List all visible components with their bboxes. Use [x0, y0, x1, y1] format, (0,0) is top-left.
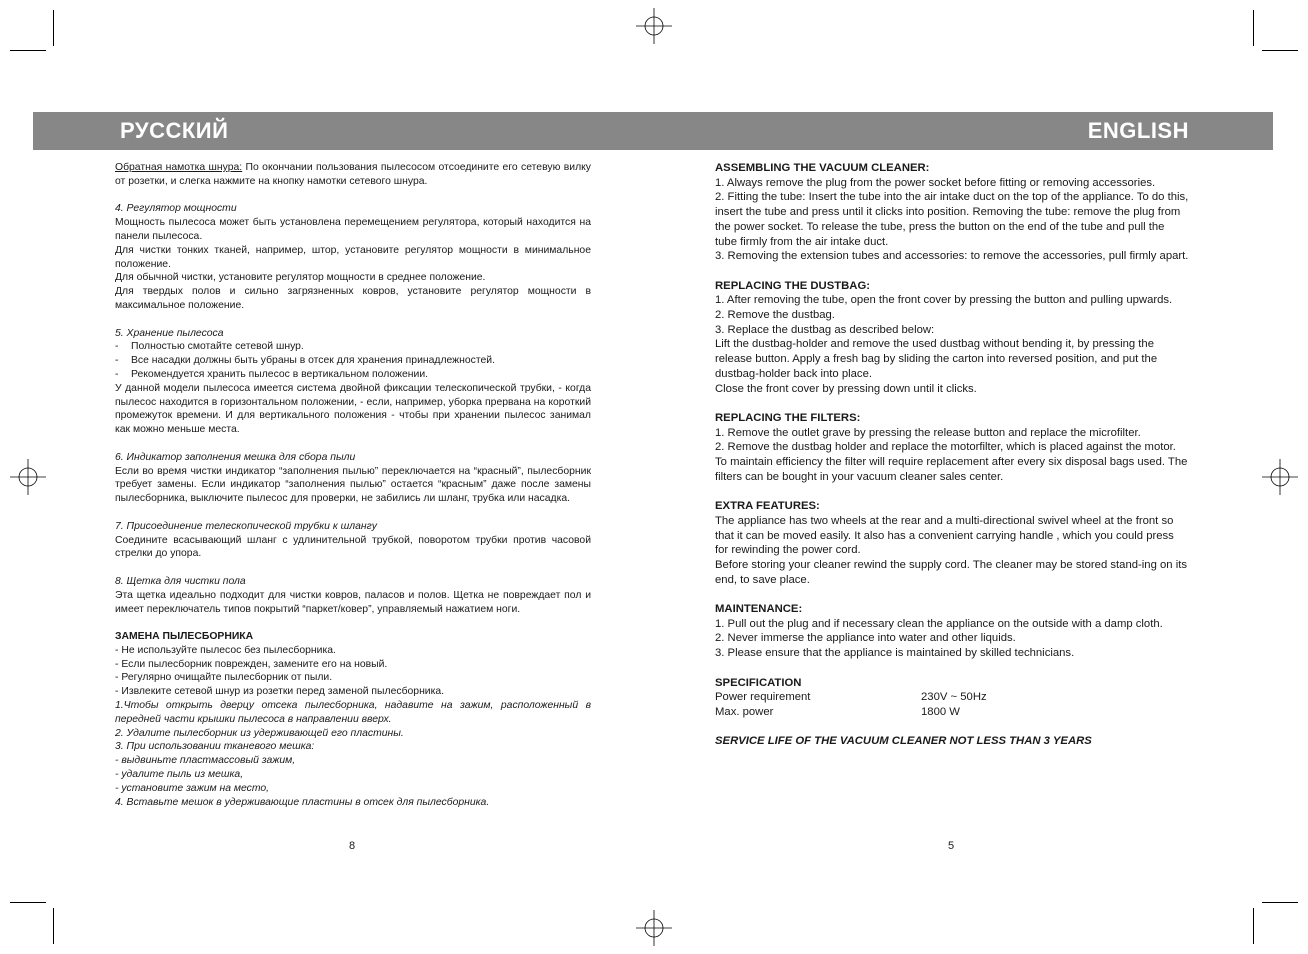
spec-value: 1800 W	[921, 705, 960, 718]
paragraph: Если во время чистки индикатор “заполнения пылью” переключается на “красный”, пылесборник требует замены. Если индикатор “заполнения пылью” остается “красным” даже после замены пылесборника, выключите пылесос для проверки, не забились ли шланг, трубка или насадка.	[115, 465, 591, 505]
spec-label: Max. power	[715, 705, 774, 718]
paragraph: 2. Never immerse the appliance into water and other liquids.	[715, 632, 1016, 645]
paragraph: У данной модели пылесоса имеется система двойной фиксации телескопической трубки, - когда пылесос находится в горизонтальном положении, - если, например, уборка прервана на короткий промежуток времени. И для вертикального положения - чтобы при хранении пылесос занимал как можно меньше места.	[115, 382, 591, 436]
list-item: - Полностью смотайте сетевой шнур.	[115, 341, 304, 353]
paragraph: 3. Replace the dustbag as described below:	[715, 323, 935, 336]
paragraph: 1. After removing the tube, open the front cover by pressing the button and pulling upwards.	[715, 294, 1173, 307]
crop-mark	[1262, 902, 1298, 903]
paragraph: To maintain efficiency the filter will require replacement after every six disposal bags used. The filters can be bought in your vacuum cleaner sales center.	[715, 456, 1188, 483]
page-number: 5	[948, 840, 955, 852]
registration-mark-icon	[636, 8, 672, 44]
paragraph: Соедините всасывающий шланг с удлинительной трубкой, поворотом трубки против часовой стрелки до упора.	[115, 534, 591, 560]
crop-mark	[1262, 50, 1298, 51]
crop-mark	[1253, 10, 1254, 46]
cord-rewind-label: Обратная намотка шнура:	[115, 162, 243, 173]
section-heading: ASSEMBLING THE VACUUM CLEANER:	[715, 162, 930, 174]
crop-mark	[10, 50, 46, 51]
paragraph: Для обычной чистки, установите регулятор мощности в среднее положение.	[115, 272, 486, 284]
crop-mark	[10, 902, 46, 903]
section-heading: REPLACING THE FILTERS:	[715, 411, 861, 424]
list-item: - Регулярно очищайте пылесборник от пыли.	[115, 672, 333, 684]
list-item: 2. Удалите пылесборник из удерживающей его пластины.	[115, 727, 404, 739]
list-item: 4. Вставьте мешок в удерживающие пластины в отсек для пылесборника.	[115, 796, 490, 808]
section-heading: SPECIFICATION	[715, 676, 802, 689]
crop-mark	[1253, 908, 1254, 944]
spec-label: Power requirement	[715, 691, 811, 704]
list-item: - Рекомендуется хранить пылесос в вертикальном положении.	[115, 368, 429, 380]
crop-mark	[53, 908, 54, 944]
spec-row	[715, 705, 1189, 720]
list-item: - Не используйте пылесос без пылесборника.	[115, 644, 336, 656]
english-column	[715, 161, 1189, 749]
spec-row	[715, 690, 1189, 705]
crop-mark	[53, 10, 54, 46]
list-item: - выдвиньте пластмассовый зажим,	[115, 755, 296, 767]
section-title: 6. Индикатор заполнения мешка для сбора пыли	[115, 451, 356, 463]
section-title: 8. Щетка для чистки пола	[115, 575, 246, 587]
paragraph: 2. Remove the dustbag holder and replace the motorfilter, which is placed against the motor.	[715, 441, 1176, 454]
paragraph: 1. Remove the outlet grave by pressing the release button and replace the microfilter.	[715, 426, 1141, 439]
registration-mark-icon	[1262, 459, 1298, 495]
list-item: - Все насадки должны быть убраны в отсек для хранения принадлежностей.	[115, 355, 495, 367]
cord-rewind-text: По окончании пользования пылесосом отсоедините его сетевую вилку от розетки, и слегка нажмите на кнопку намотки сетевого шнура.	[115, 162, 591, 187]
cord-rewind-paragraph	[115, 161, 591, 189]
paragraph: Мощность пылесоса может быть установлена перемещением регулятора, который находится на панели пылесоса.	[115, 217, 591, 242]
registration-mark-icon	[10, 459, 46, 495]
language-title-russian: РУССКИЙ	[120, 118, 229, 143]
language-title-english: ENGLISH	[1087, 118, 1189, 143]
paragraph: Для чистки тонких тканей, например, штор, установите регулятор мощности в минимальное положение.	[115, 244, 591, 270]
paragraph: 1. Always remove the plug from the power socket before fitting or removing accessories.	[715, 176, 1156, 189]
section-title: 7. Присоединение телескопической трубки к шлангу	[115, 520, 377, 532]
paragraph: 2. Fitting the tube: Insert the tube into the air intake duct on the top of the appliance. To do this, insert the tube and press until it clicks into position. Removing the tube: remove the plug from the power socket. To release the tube, press the button on the end of the tube and pull the tube firmly from the air intake duct.	[715, 191, 1189, 248]
list-item: 1.Чтобы открыть дверцу отсека пылесборника, надавите на зажим, расположенный в передней части крышки пылесоса в направлении вверх.	[115, 700, 591, 725]
section-heading: ЗАМЕНА ПЫЛЕСБОРНИКА	[115, 631, 254, 643]
spec-value: 230V ~ 50Hz	[921, 691, 987, 704]
registration-mark-icon	[636, 910, 672, 946]
list-item: - Извлеките сетевой шнур из розетки перед заменой пылесборника.	[115, 686, 445, 698]
paragraph: Close the front cover by pressing down until it clicks.	[715, 382, 977, 395]
paragraph: Эта щетка идеально подходит для чистки ковров, паласов и полов. Щетка не повреждает пол и имеет переключатель типов покрытий “паркет/ковер”, управляемый нажатием ноги.	[115, 589, 591, 615]
list-item: - Если пылесборник поврежден, замените его на новый.	[115, 658, 388, 670]
section-heading: EXTRA FEATURES:	[715, 500, 820, 513]
page-number: 8	[349, 840, 356, 852]
list-item: - удалите пыль из мешка,	[115, 769, 244, 781]
section-heading: MAINTENANCE:	[715, 603, 803, 616]
list-item: - установите зажим на место,	[115, 782, 270, 794]
section-title: 5. Хранение пылесоса	[115, 327, 224, 339]
paragraph: Lift the dustbag-holder and remove the used dustbag without bending it, by pressing the release button. Apply a fresh bag by sliding the carton into reversed position, and put the dustbag-holder back into place.	[715, 338, 1158, 380]
section-heading: REPLACING THE DUSTBAG:	[715, 279, 871, 292]
paragraph: 3. Please ensure that the appliance is maintained by skilled technicians.	[715, 647, 1075, 660]
russian-column	[115, 161, 591, 809]
paragraph: 1. Pull out the plug and if necessary clean the appliance on the outside with a damp cloth.	[715, 617, 1163, 630]
paragraph: 2. Remove the dustbag.	[715, 309, 835, 322]
paragraph: Для твердых полов и сильно загрязненных ковров, установите регулятор мощности в максимальное положение.	[115, 286, 591, 311]
section-title: 4. Регулятор мощности	[115, 203, 237, 215]
paragraph: 3. Removing the extension tubes and accessories: to remove the accessories, pull firmly apart.	[715, 250, 1189, 263]
service-life-note: SERVICE LIFE OF THE VACUUM CLEANER NOT LESS THAN 3 YEARS	[715, 735, 1092, 748]
paragraph: Before storing your cleaner rewind the supply cord. The cleaner may be stored stand-ing on its end, to save place.	[715, 558, 1188, 586]
list-item: 3. При использовании тканевого мешка:	[115, 741, 315, 753]
header-banner	[33, 112, 1273, 150]
paragraph: The appliance has two wheels at the rear and a multi-directional swivel wheel at the front so that it can be moved easily. It also has a convenient carrying handle , which you could press for rewinding the power cord.	[715, 514, 1174, 557]
